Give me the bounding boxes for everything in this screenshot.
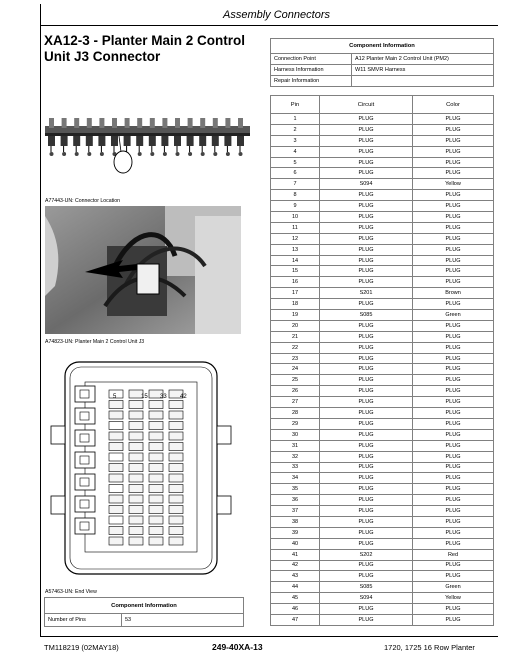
pin-cell: 36 bbox=[271, 495, 320, 506]
color-cell: Brown bbox=[413, 288, 494, 299]
color-cell: Yellow bbox=[413, 593, 494, 604]
footer-rule bbox=[40, 636, 498, 637]
pin-cell: 7 bbox=[271, 179, 320, 190]
color-cell: PLUG bbox=[413, 538, 494, 549]
pin-cell: 22 bbox=[271, 342, 320, 353]
table-row bbox=[271, 124, 494, 135]
circuit-cell: PLUG bbox=[320, 157, 413, 168]
table-row bbox=[271, 233, 494, 244]
circuit-cell: PLUG bbox=[320, 114, 413, 125]
table-row bbox=[271, 288, 494, 299]
pin-cell: 6 bbox=[271, 168, 320, 179]
table-row bbox=[271, 54, 494, 65]
comp-key: Number of Pins bbox=[45, 614, 122, 627]
pin-cell: 29 bbox=[271, 418, 320, 429]
circuit-cell: PLUG bbox=[320, 571, 413, 582]
color-cell: PLUG bbox=[413, 168, 494, 179]
cavity-label: 5 bbox=[113, 394, 117, 400]
table-row bbox=[271, 65, 494, 76]
circuit-cell: PLUG bbox=[320, 429, 413, 440]
pin-table bbox=[270, 95, 494, 626]
circuit-cell: PLUG bbox=[320, 614, 413, 625]
row-units bbox=[48, 118, 244, 156]
color-cell: Green bbox=[413, 582, 494, 593]
pin-cell: 20 bbox=[271, 320, 320, 331]
control-unit-photo bbox=[45, 206, 241, 334]
pin-cell: 21 bbox=[271, 331, 320, 342]
color-cell: PLUG bbox=[413, 527, 494, 538]
color-cell: PLUG bbox=[413, 397, 494, 408]
table-row bbox=[271, 604, 494, 615]
pin-cell: 25 bbox=[271, 375, 320, 386]
table-row bbox=[271, 157, 494, 168]
pin-cell: 16 bbox=[271, 277, 320, 288]
color-cell: PLUG bbox=[413, 560, 494, 571]
circuit-cell: PLUG bbox=[320, 201, 413, 212]
pin-cell: 42 bbox=[271, 560, 320, 571]
pin-cell: 27 bbox=[271, 397, 320, 408]
color-cell: PLUG bbox=[413, 146, 494, 157]
pin-cell: 28 bbox=[271, 408, 320, 419]
pin-cell: 24 bbox=[271, 364, 320, 375]
pin-cell: 4 bbox=[271, 146, 320, 157]
table-row bbox=[271, 614, 494, 625]
table-row bbox=[271, 135, 494, 146]
color-cell: PLUG bbox=[413, 201, 494, 212]
circuit-cell: S094 bbox=[320, 593, 413, 604]
footer-doc-id: TM118219 (02MAY18) bbox=[44, 643, 119, 652]
circuit-cell: PLUG bbox=[320, 506, 413, 517]
color-cell: PLUG bbox=[413, 135, 494, 146]
table-row bbox=[271, 212, 494, 223]
pin-cell: 14 bbox=[271, 255, 320, 266]
table-row bbox=[271, 222, 494, 233]
pin-cell: 47 bbox=[271, 614, 320, 625]
table-row bbox=[271, 397, 494, 408]
pin-cell: 45 bbox=[271, 593, 320, 604]
circuit-cell: PLUG bbox=[320, 233, 413, 244]
color-cell: PLUG bbox=[413, 157, 494, 168]
color-cell: PLUG bbox=[413, 375, 494, 386]
table-row bbox=[271, 473, 494, 484]
table-row bbox=[271, 266, 494, 277]
table-row bbox=[271, 593, 494, 604]
circuit-cell: PLUG bbox=[320, 516, 413, 527]
table-row bbox=[271, 495, 494, 506]
info-table-title: Component Information bbox=[271, 39, 494, 54]
circuit-cell: PLUG bbox=[320, 375, 413, 386]
circuit-cell: PLUG bbox=[320, 495, 413, 506]
table-row bbox=[271, 484, 494, 495]
table-row bbox=[271, 310, 494, 321]
comp-value: 53 bbox=[122, 614, 244, 627]
table-row bbox=[271, 571, 494, 582]
table-row bbox=[271, 331, 494, 342]
pin-cell: 13 bbox=[271, 244, 320, 255]
table-row bbox=[271, 440, 494, 451]
table-row bbox=[271, 353, 494, 364]
table-row bbox=[271, 549, 494, 560]
pin-cell: 30 bbox=[271, 429, 320, 440]
table-row bbox=[271, 320, 494, 331]
color-cell: PLUG bbox=[413, 614, 494, 625]
connector-end-view bbox=[45, 356, 241, 584]
circuit-cell: PLUG bbox=[320, 299, 413, 310]
info-value: A12 Planter Main 2 Control Unit (PM2) bbox=[352, 54, 494, 65]
circuit-cell: PLUG bbox=[320, 473, 413, 484]
table-row bbox=[271, 429, 494, 440]
color-cell: PLUG bbox=[413, 255, 494, 266]
pin-cell: 40 bbox=[271, 538, 320, 549]
color-cell: Yellow bbox=[413, 179, 494, 190]
circuit-cell: PLUG bbox=[320, 342, 413, 353]
circuit-cell: PLUG bbox=[320, 538, 413, 549]
color-cell: PLUG bbox=[413, 342, 494, 353]
circuit-cell: PLUG bbox=[320, 277, 413, 288]
table-row bbox=[271, 364, 494, 375]
color-cell: PLUG bbox=[413, 451, 494, 462]
circuit-cell: PLUG bbox=[320, 255, 413, 266]
color-cell: PLUG bbox=[413, 418, 494, 429]
circuit-cell: PLUG bbox=[320, 331, 413, 342]
info-key: Repair Information bbox=[271, 76, 352, 87]
circuit-cell: PLUG bbox=[320, 266, 413, 277]
table-row bbox=[271, 146, 494, 157]
circuit-cell: PLUG bbox=[320, 124, 413, 135]
connector-location-figure bbox=[45, 112, 255, 194]
cavity-label: 42 bbox=[180, 394, 187, 400]
table-row bbox=[271, 179, 494, 190]
circuit-cell: S201 bbox=[320, 288, 413, 299]
circuit-cell: PLUG bbox=[320, 364, 413, 375]
pin-cell: 17 bbox=[271, 288, 320, 299]
pin-cell: 38 bbox=[271, 516, 320, 527]
circuit-cell: PLUG bbox=[320, 408, 413, 419]
table-row bbox=[271, 582, 494, 593]
pin-cell: 34 bbox=[271, 473, 320, 484]
color-cell: PLUG bbox=[413, 114, 494, 125]
color-cell: PLUG bbox=[413, 212, 494, 223]
circuit-cell: PLUG bbox=[320, 222, 413, 233]
pin-cell: 44 bbox=[271, 582, 320, 593]
table-row bbox=[271, 277, 494, 288]
color-cell: PLUG bbox=[413, 124, 494, 135]
color-cell: Green bbox=[413, 310, 494, 321]
color-cell: PLUG bbox=[413, 462, 494, 473]
circuit-cell: PLUG bbox=[320, 462, 413, 473]
pin-cell: 12 bbox=[271, 233, 320, 244]
table-row bbox=[271, 190, 494, 201]
circuit-cell: PLUG bbox=[320, 451, 413, 462]
color-cell: PLUG bbox=[413, 484, 494, 495]
component-info-table bbox=[270, 38, 494, 87]
circuit-cell: PLUG bbox=[320, 604, 413, 615]
circuit-cell: PLUG bbox=[320, 168, 413, 179]
pin-cell: 2 bbox=[271, 124, 320, 135]
pin-cell: 39 bbox=[271, 527, 320, 538]
location-caption: A77443-UN: Connector Location bbox=[45, 198, 120, 204]
table-row bbox=[271, 114, 494, 125]
table-row bbox=[271, 506, 494, 517]
table-row bbox=[271, 386, 494, 397]
color-cell: PLUG bbox=[413, 473, 494, 484]
table-row bbox=[271, 375, 494, 386]
info-key: Connection Point bbox=[271, 54, 352, 65]
pin-cell: 8 bbox=[271, 190, 320, 201]
page-header-title: Assembly Connectors bbox=[223, 9, 330, 21]
cavity-label: 33 bbox=[160, 394, 167, 400]
info-value: W11 SMVR Harness bbox=[352, 65, 494, 76]
pin-cell: 41 bbox=[271, 549, 320, 560]
pin-cell: 37 bbox=[271, 506, 320, 517]
circuit-cell: PLUG bbox=[320, 244, 413, 255]
pin-cell: 5 bbox=[271, 157, 320, 168]
circuit-cell: PLUG bbox=[320, 418, 413, 429]
table-row bbox=[271, 527, 494, 538]
pin-cell: 10 bbox=[271, 212, 320, 223]
color-cell: PLUG bbox=[413, 604, 494, 615]
info-key: Harness Information bbox=[271, 65, 352, 76]
table-row bbox=[271, 201, 494, 212]
color-cell: PLUG bbox=[413, 353, 494, 364]
color-cell: PLUG bbox=[413, 299, 494, 310]
circuit-cell: PLUG bbox=[320, 397, 413, 408]
pin-cell: 23 bbox=[271, 353, 320, 364]
footer-page-number: 249-40XA-13 bbox=[212, 642, 263, 652]
pin-cell: 11 bbox=[271, 222, 320, 233]
color-cell: PLUG bbox=[413, 331, 494, 342]
color-cell: PLUG bbox=[413, 266, 494, 277]
pin-cell: 9 bbox=[271, 201, 320, 212]
color-cell: PLUG bbox=[413, 190, 494, 201]
info-value bbox=[352, 76, 494, 87]
table-row bbox=[271, 418, 494, 429]
circuit-cell: PLUG bbox=[320, 135, 413, 146]
color-cell: PLUG bbox=[413, 277, 494, 288]
table-row bbox=[271, 560, 494, 571]
circuit-cell: S085 bbox=[320, 310, 413, 321]
table-row bbox=[271, 516, 494, 527]
section-title: XA12-3 - Planter Main 2 Control Unit J3 Connector bbox=[44, 33, 246, 64]
table-row bbox=[271, 244, 494, 255]
color-cell: PLUG bbox=[413, 506, 494, 517]
pin-cell: 33 bbox=[271, 462, 320, 473]
table-row bbox=[45, 614, 244, 627]
color-cell: PLUG bbox=[413, 320, 494, 331]
left-latch-cavities bbox=[75, 386, 95, 534]
circuit-cell: PLUG bbox=[320, 353, 413, 364]
color-cell: PLUG bbox=[413, 222, 494, 233]
pin-cell: 43 bbox=[271, 571, 320, 582]
circuit-cell: PLUG bbox=[320, 146, 413, 157]
pin-cell: 26 bbox=[271, 386, 320, 397]
table-row bbox=[271, 76, 494, 87]
circuit-cell: PLUG bbox=[320, 560, 413, 571]
color-cell: Red bbox=[413, 549, 494, 560]
circuit-cell: S085 bbox=[320, 582, 413, 593]
pin-cell: 18 bbox=[271, 299, 320, 310]
table-row bbox=[271, 538, 494, 549]
color-cell: PLUG bbox=[413, 364, 494, 375]
color-cell: PLUG bbox=[413, 495, 494, 506]
table-row bbox=[271, 255, 494, 266]
circuit-cell: S202 bbox=[320, 549, 413, 560]
color-cell: PLUG bbox=[413, 233, 494, 244]
pin-cell: 15 bbox=[271, 266, 320, 277]
pin-cell: 31 bbox=[271, 440, 320, 451]
pin-cell: 46 bbox=[271, 604, 320, 615]
color-cell: PLUG bbox=[413, 516, 494, 527]
cavity-label: 15 bbox=[141, 394, 148, 400]
comp-table-title: Component Information bbox=[45, 598, 244, 614]
circuit-cell: PLUG bbox=[320, 320, 413, 331]
footer-model: 1720, 1725 16 Row Planter bbox=[384, 643, 475, 652]
table-row bbox=[271, 408, 494, 419]
circuit-cell: PLUG bbox=[320, 440, 413, 451]
table-row bbox=[271, 168, 494, 179]
pin-cell: 1 bbox=[271, 114, 320, 125]
pin-cell: 32 bbox=[271, 451, 320, 462]
circuit-cell: PLUG bbox=[320, 190, 413, 201]
callout-circle bbox=[114, 151, 132, 173]
pin-cell: 35 bbox=[271, 484, 320, 495]
circuit-cell: PLUG bbox=[320, 212, 413, 223]
end-view-caption: A57463-UN: End View bbox=[45, 589, 97, 595]
circuit-cell: S094 bbox=[320, 179, 413, 190]
photo-caption: A74823-UN: Planter Main 2 Control Unit J3 bbox=[45, 339, 145, 345]
color-cell: PLUG bbox=[413, 244, 494, 255]
table-row bbox=[271, 342, 494, 353]
circuit-cell: PLUG bbox=[320, 484, 413, 495]
color-header: Color bbox=[413, 96, 494, 114]
component-pins-table bbox=[44, 597, 244, 627]
header-rule bbox=[40, 25, 498, 26]
table-row bbox=[271, 299, 494, 310]
page-frame-left bbox=[40, 26, 41, 636]
color-cell: PLUG bbox=[413, 440, 494, 451]
table-row bbox=[271, 451, 494, 462]
color-cell: PLUG bbox=[413, 429, 494, 440]
circuit-cell: PLUG bbox=[320, 527, 413, 538]
table-row bbox=[271, 462, 494, 473]
color-cell: PLUG bbox=[413, 408, 494, 419]
pin-cell: 19 bbox=[271, 310, 320, 321]
color-cell: PLUG bbox=[413, 386, 494, 397]
pin-cell: 3 bbox=[271, 135, 320, 146]
color-cell: PLUG bbox=[413, 571, 494, 582]
circuit-header: Circuit bbox=[320, 96, 413, 114]
circuit-cell: PLUG bbox=[320, 386, 413, 397]
pin-header: Pin bbox=[271, 96, 320, 114]
